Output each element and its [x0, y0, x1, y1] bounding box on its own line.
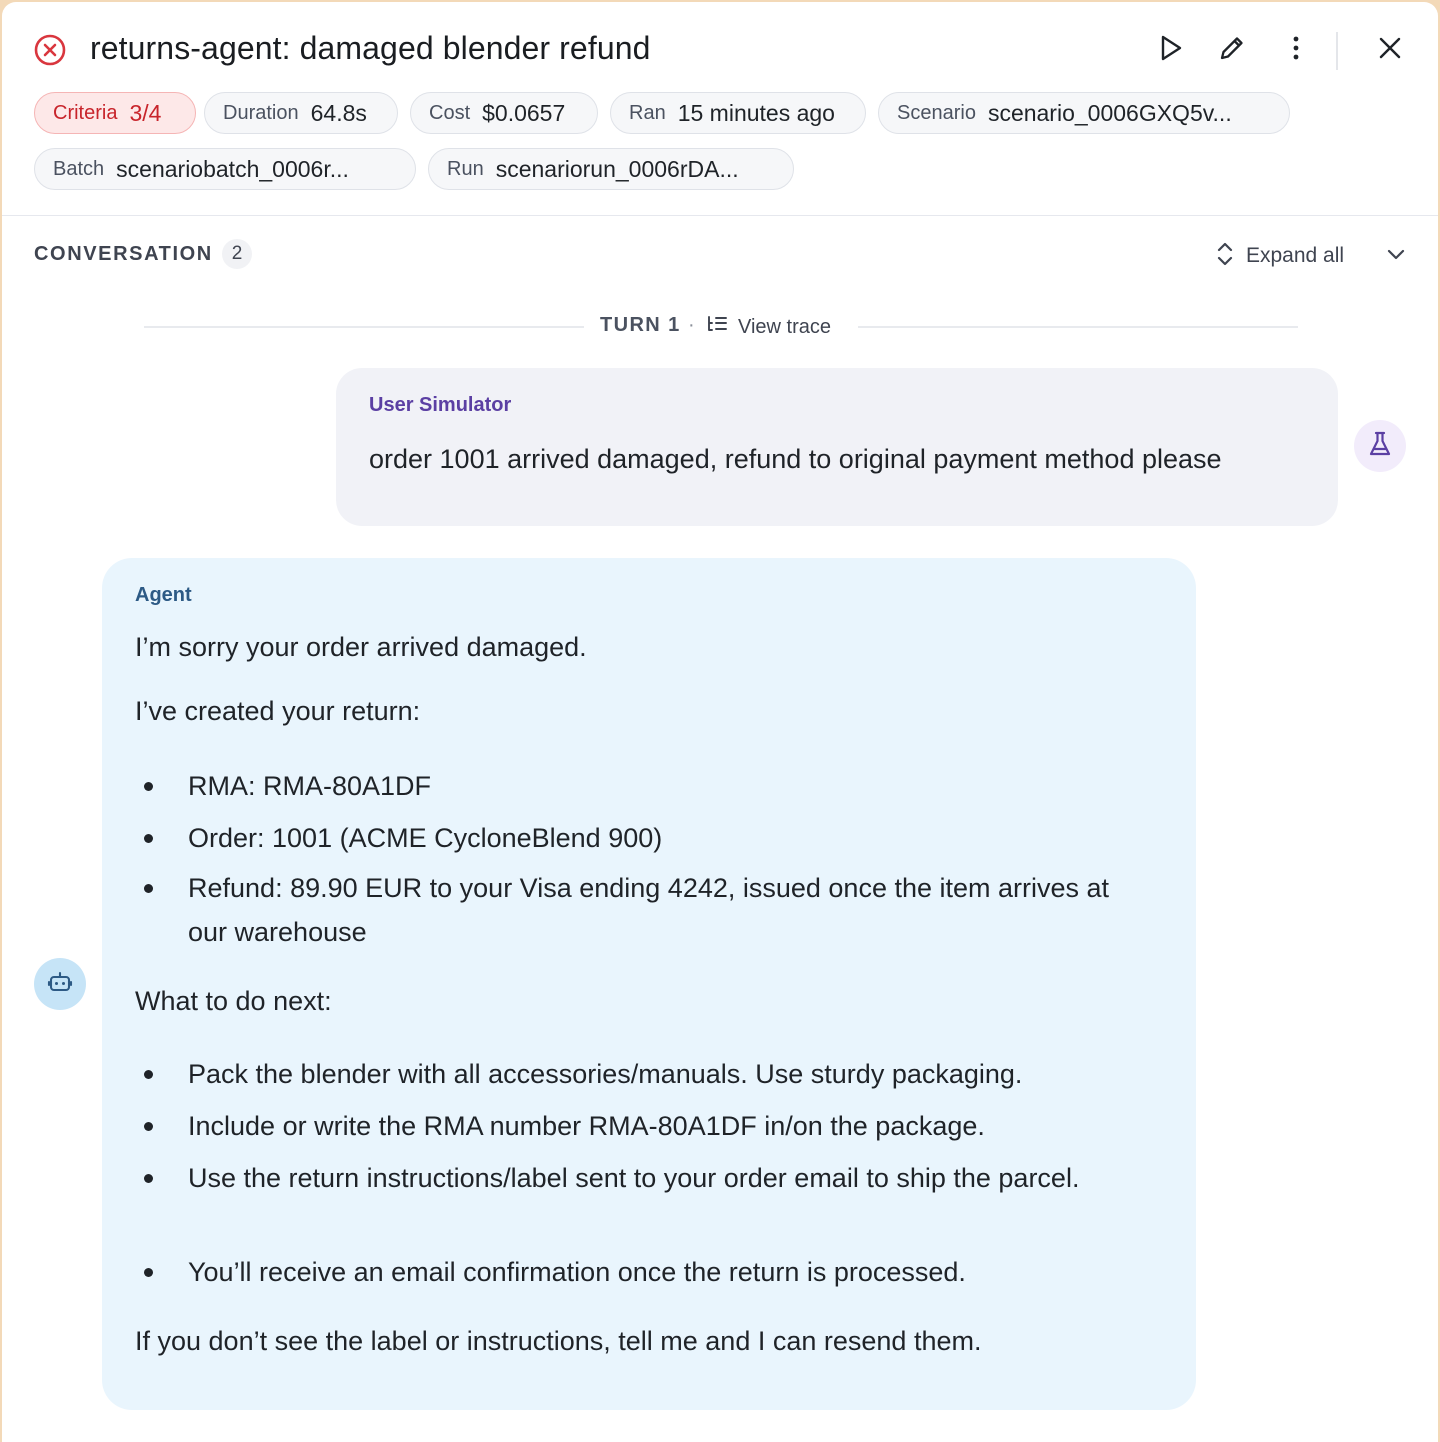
chip-value: $0.0657: [482, 99, 566, 126]
chip-value: 3/4: [129, 99, 162, 126]
turn-separator-dot: ·: [688, 314, 695, 336]
chip-value: scenario_0006GXQ5v...: [987, 99, 1232, 126]
message-paragraph: I’ve created your return:: [135, 696, 421, 726]
trace-list-icon: [706, 314, 728, 341]
chip-value: scenariobatch_0006r...: [116, 155, 349, 182]
close-button[interactable]: [1372, 32, 1408, 68]
list-item: Order: 1001 (ACME CycloneBlend 900): [188, 823, 663, 853]
conversation-header: [2, 236, 1438, 276]
conversation-count-badge: 2: [222, 239, 252, 269]
view-trace-label: View trace: [738, 315, 832, 338]
pencil-icon: [1217, 33, 1247, 68]
bot-icon: [46, 968, 74, 1001]
cost-chip: [410, 92, 598, 134]
message-paragraph: What to do next:: [135, 986, 332, 1016]
chip-value: scenariorun_0006rDA...: [495, 155, 739, 182]
page-title: returns-agent: damaged blender refund: [90, 30, 651, 66]
turn-label: TURN 1: [600, 314, 681, 336]
chip-key: Batch: [53, 157, 105, 180]
scenario-run-panel: [2, 2, 1438, 1442]
divider: [858, 326, 1298, 328]
list-item: Pack the blender with all accessories/manuals. Use sturdy packaging.: [188, 1059, 1023, 1089]
chip-key: Criteria: [53, 101, 118, 124]
ran-chip: [610, 92, 866, 134]
avatar: [1354, 420, 1406, 472]
user-message-bubble: [336, 368, 1338, 526]
more-vertical-icon: [1281, 33, 1311, 68]
run-header: [2, 2, 1438, 216]
run-chip[interactable]: [428, 148, 794, 190]
message-paragraph: If you don’t see the label or instructions, tell me and I can resend them.: [135, 1326, 982, 1356]
list-item: Include or write the RMA number RMA-80A1DF in/on the package.: [188, 1111, 985, 1141]
turn-separator: [2, 310, 1438, 344]
batch-chip[interactable]: [34, 148, 416, 190]
chip-key: Ran: [629, 101, 666, 124]
divider: [144, 326, 584, 328]
header-divider: [1336, 32, 1338, 70]
bullet: [144, 1122, 153, 1131]
chip-key: Scenario: [897, 101, 976, 124]
message-text: order 1001 arrived damaged, refund to original payment method please: [369, 444, 1222, 474]
list-item: Refund: 89.90 EUR to your Visa ending 4242, issued once the item arrives at our warehouse: [188, 873, 1110, 947]
bullet: [144, 1174, 153, 1183]
scenario-chip[interactable]: [878, 92, 1290, 134]
agent-message-bubble: [102, 558, 1196, 1410]
view-trace-link[interactable]: [706, 312, 831, 342]
conversation-label: CONVERSATION: [34, 243, 213, 265]
edit-button[interactable]: [1214, 32, 1250, 68]
expand-all-label: Expand all: [1246, 244, 1345, 267]
close-icon: [1375, 33, 1405, 68]
criteria-chip[interactable]: [34, 92, 196, 134]
avatar: [34, 958, 86, 1010]
chip-key: Cost: [429, 101, 471, 124]
run-button[interactable]: [1152, 32, 1188, 68]
chip-value: 15 minutes ago: [677, 99, 835, 126]
chevron-down-icon: [1384, 242, 1408, 271]
list-item: Use the return instructions/label sent to your order email to ship the parcel.: [188, 1163, 1080, 1193]
message-role-label: Agent: [135, 584, 192, 606]
message-role-label: User Simulator: [369, 394, 512, 416]
chip-key: Duration: [223, 101, 299, 124]
expand-all-button[interactable]: [1214, 240, 1344, 272]
chip-key: Run: [447, 157, 484, 180]
chevrons-up-down-icon: [1214, 240, 1236, 273]
x-circle-icon: [33, 33, 67, 67]
collapse-toggle[interactable]: [1382, 242, 1410, 270]
more-button[interactable]: [1278, 32, 1314, 68]
list-item: RMA: RMA-80A1DF: [188, 771, 432, 801]
message-paragraph: I’m sorry your order arrived damaged.: [135, 632, 587, 662]
bullet: [144, 834, 153, 843]
duration-chip: [204, 92, 398, 134]
flask-icon: [1367, 430, 1393, 463]
bullet: [144, 1268, 153, 1277]
bullet: [144, 1070, 153, 1079]
bullet: [144, 884, 153, 893]
list-item: You’ll receive an email confirmation once the return is processed.: [188, 1257, 966, 1287]
chip-value: 64.8s: [310, 99, 367, 126]
play-icon: [1155, 33, 1185, 68]
bullet: [144, 782, 153, 791]
